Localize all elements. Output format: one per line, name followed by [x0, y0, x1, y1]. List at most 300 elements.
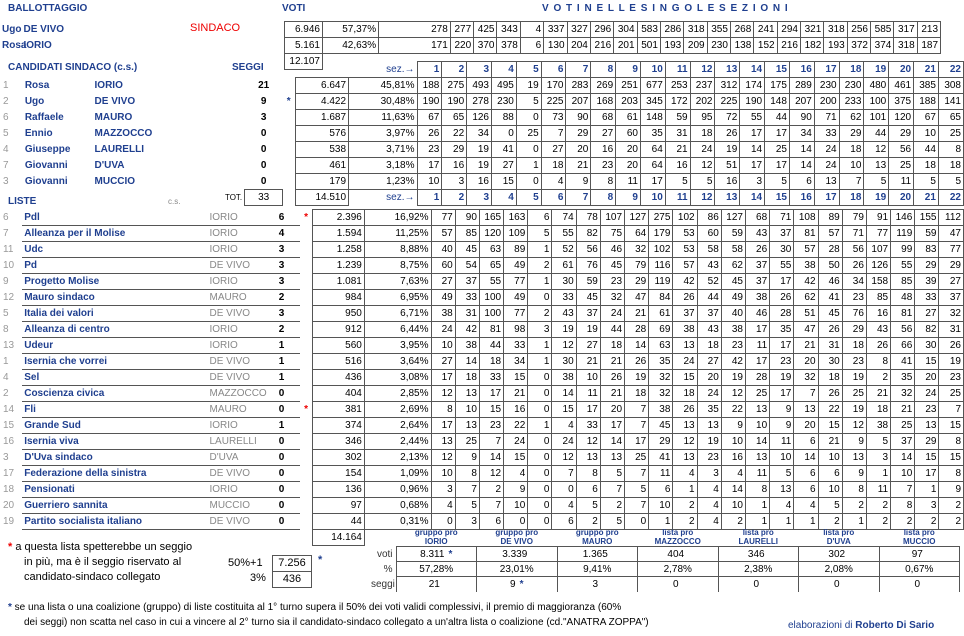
group-voti [799, 547, 880, 562]
section-votes: 15 [673, 370, 697, 386]
section-votes: 2 [866, 370, 890, 386]
section-votes: 33 [479, 370, 503, 386]
section-votes: 3 [915, 498, 939, 514]
section-votes: 112 [939, 210, 964, 226]
seat-star [283, 126, 296, 142]
coalition-candidate: DE VIVO [207, 466, 263, 482]
row-index: 7 [3, 228, 9, 239]
section-votes: 21 [600, 354, 624, 370]
section-votes: 2 [939, 514, 964, 530]
section-votes: 11 [866, 482, 890, 498]
section-votes: 7 [625, 418, 649, 434]
seat-star [300, 258, 312, 274]
percent: 1,23% [349, 174, 417, 190]
section-votes: 25 [516, 126, 541, 142]
section-votes: 12 [552, 450, 576, 466]
list-row [0, 242, 964, 258]
votes: 4.422 [295, 94, 348, 110]
section-votes: 3 [866, 450, 890, 466]
note-line2: in più, ma è il seggio riservato al [24, 556, 182, 568]
section-votes: 7 [839, 174, 864, 190]
section-votes: 38 [794, 258, 818, 274]
section-votes: 116 [649, 258, 673, 274]
section-votes: 24 [915, 386, 939, 402]
section-votes: 41 [649, 450, 673, 466]
section-votes: 10 [576, 370, 600, 386]
section-votes: 37 [891, 434, 915, 450]
section-votes: 7 [479, 498, 503, 514]
section-votes: 21 [818, 434, 842, 450]
section-votes: 17 [740, 158, 765, 174]
gruppi-seggi-row [368, 577, 960, 592]
section-votes: 55 [552, 226, 576, 242]
row-index: 1 [3, 356, 9, 367]
section-votes: 278 [379, 22, 451, 38]
section-votes: 1 [528, 338, 552, 354]
section-votes: 27 [492, 158, 517, 174]
section-votes: 14 [789, 142, 814, 158]
row-index: 11 [3, 244, 14, 255]
coalition-candidate: DE VIVO [207, 514, 263, 530]
percent: 3,97% [349, 126, 417, 142]
section-votes: 18 [866, 402, 890, 418]
section-votes: 318 [824, 22, 847, 38]
section-votes: 89 [504, 242, 528, 258]
section-votes: 2 [673, 498, 697, 514]
section-votes: 77 [504, 306, 528, 322]
section-votes: 23 [600, 274, 624, 290]
section-votes: 43 [697, 258, 721, 274]
votes: 1.081 [312, 274, 364, 290]
seats: 3 [260, 112, 267, 123]
group-pct-value: 0,67% [905, 563, 934, 575]
section-votes: 583 [637, 22, 660, 38]
section-votes: 25 [625, 450, 649, 466]
percent: 11,63% [349, 110, 417, 126]
percent: 6,44% [364, 322, 431, 338]
sez-header-row [0, 62, 964, 78]
section-votes: 77 [939, 242, 964, 258]
spacer [263, 530, 300, 546]
section-votes: 39 [915, 274, 939, 290]
section-number: 12 [690, 62, 715, 78]
list-row [0, 418, 964, 434]
section-votes: 13 [455, 386, 479, 402]
section-votes: 0 [528, 450, 552, 466]
section-votes: 130 [544, 38, 567, 54]
section-votes: 85 [866, 290, 890, 306]
section-votes: 385 [914, 78, 939, 94]
section-votes: 16 [665, 158, 690, 174]
section-votes: 14 [721, 482, 745, 498]
candidate-last-name: D'UVA [94, 160, 125, 171]
section-votes: 22 [442, 126, 467, 142]
section-votes: 13 [697, 418, 721, 434]
group-seggi [799, 577, 880, 592]
section-votes: 57 [673, 258, 697, 274]
percent: 11,25% [364, 226, 431, 242]
section-votes: 20 [616, 158, 641, 174]
section-votes: 79 [842, 210, 866, 226]
section-votes: 13 [842, 450, 866, 466]
section-votes: 31 [939, 322, 964, 338]
section-votes: 12 [673, 434, 697, 450]
list-name: Sel [22, 370, 207, 386]
group-header-line1: lista pro [742, 528, 774, 537]
group-pct-value: 9,41% [583, 563, 612, 575]
section-number: 8 [591, 190, 616, 206]
section-votes: 45 [818, 306, 842, 322]
section-votes: 19 [842, 402, 866, 418]
section-votes: 256 [847, 22, 870, 38]
row-index: 15 [3, 420, 15, 431]
section-votes: 230 [814, 78, 839, 94]
section-votes: 17 [770, 274, 794, 290]
quorum-50-label: 50%+1 [228, 557, 263, 569]
section-votes: 13 [600, 450, 624, 466]
section-number: 20 [889, 62, 914, 78]
section-number: 19 [864, 190, 889, 206]
spacer [283, 62, 296, 78]
section-votes: 2 [866, 514, 890, 530]
section-votes: 43 [552, 306, 576, 322]
section-votes: 4 [541, 174, 566, 190]
section-votes: 0 [528, 386, 552, 402]
section-votes: 155 [915, 210, 939, 226]
section-votes: 11 [616, 174, 641, 190]
section-votes: 23 [697, 450, 721, 466]
note-star1: * a questa lista spetterebbe un seggio [8, 541, 193, 553]
votes: 381 [312, 402, 364, 418]
section-number: 16 [789, 62, 814, 78]
row-label: % [383, 563, 393, 575]
section-votes: 60 [697, 226, 721, 242]
list-name: Isernia viva [22, 434, 207, 450]
group-seggi-value: 0 [753, 578, 760, 590]
section-number: 2 [442, 62, 467, 78]
section-votes: 2 [939, 498, 964, 514]
section-votes: 55 [770, 258, 794, 274]
section-votes: 0 [528, 466, 552, 482]
section-votes: 20 [616, 142, 641, 158]
section-votes: 2 [479, 482, 503, 498]
percent: 16,92% [364, 210, 431, 226]
section-votes: 220 [450, 38, 473, 54]
group-header-line2: MAURO [582, 537, 613, 546]
section-votes: 18 [673, 386, 697, 402]
group-pct-value: 2,78% [663, 563, 692, 575]
group-header-line2: IORIO [424, 537, 448, 546]
section-votes: 268 [730, 22, 753, 38]
section-votes: 677 [640, 78, 665, 94]
section-votes: 32 [794, 370, 818, 386]
votes: 404 [312, 386, 364, 402]
section-votes: 57 [431, 226, 455, 242]
section-votes: 16 [467, 174, 492, 190]
section-votes: 100 [864, 94, 889, 110]
section-votes: 107 [600, 210, 624, 226]
section-votes: 230 [839, 78, 864, 94]
list-name: D'Uva sindaco [22, 450, 207, 466]
percent: 3,18% [349, 158, 417, 174]
spacer [105, 22, 284, 38]
section-votes: 11 [649, 466, 673, 482]
section-votes: 10 [914, 126, 939, 142]
section-votes: 5 [600, 514, 624, 530]
section-votes: 52 [552, 242, 576, 258]
section-votes: 1 [745, 514, 769, 530]
section-votes: 182 [800, 38, 823, 54]
row-index: 2 [3, 96, 9, 107]
section-votes: 30 [818, 354, 842, 370]
section-votes: 193 [824, 38, 847, 54]
section-votes: 0 [528, 482, 552, 498]
section-votes: 90 [455, 210, 479, 226]
section-votes: 15 [939, 450, 964, 466]
section-votes: 33 [552, 290, 576, 306]
section-votes: 17 [431, 370, 455, 386]
section-votes: 61 [649, 306, 673, 322]
list-name: Udc [22, 242, 207, 258]
section-votes: 37 [745, 274, 769, 290]
section-number: 18 [839, 190, 864, 206]
section-votes: 19 [552, 322, 576, 338]
section-votes: 6 [520, 38, 543, 54]
list-row [0, 386, 964, 402]
section-votes: 10 [745, 418, 769, 434]
section-votes: 14 [745, 434, 769, 450]
list-row [0, 306, 964, 322]
section-votes: 8 [842, 482, 866, 498]
section-votes: 9 [455, 450, 479, 466]
section-votes: 120 [889, 110, 914, 126]
section-votes: 13 [745, 450, 769, 466]
section-votes: 25 [938, 126, 963, 142]
section-votes: 5 [528, 226, 552, 242]
gruppi-pct-row [368, 562, 960, 577]
section-votes: 15 [504, 370, 528, 386]
section-votes: 138 [730, 38, 753, 54]
section-votes: 170 [541, 78, 566, 94]
section-votes: 0 [504, 514, 528, 530]
section-votes: 61 [616, 110, 641, 126]
percent: 8,75% [364, 258, 431, 274]
coalition-candidate: IORIO [207, 338, 263, 354]
group-voti [879, 547, 960, 562]
group-pct-value: 23,01% [499, 563, 534, 575]
section-votes: 23 [939, 370, 964, 386]
section-votes: 15 [939, 418, 964, 434]
votes: 136 [312, 482, 364, 498]
section-number: 12 [690, 190, 715, 206]
section-votes: 38 [431, 306, 455, 322]
section-votes: 9 [842, 434, 866, 450]
section-number: 10 [640, 62, 665, 78]
section-votes: 3 [431, 482, 455, 498]
section-votes: 27 [541, 142, 566, 158]
seat-star [300, 226, 312, 242]
section-votes: 60 [431, 258, 455, 274]
section-votes: 83 [915, 242, 939, 258]
section-votes: 20 [915, 370, 939, 386]
section-votes: 64 [640, 142, 665, 158]
candidate-last-name: MUCCIO [94, 176, 136, 187]
section-votes: 53 [673, 226, 697, 242]
coalition-candidate: MAURO [207, 402, 263, 418]
seats: 1 [263, 418, 300, 434]
section-votes: 216 [590, 38, 613, 54]
section-votes: 7 [455, 482, 479, 498]
coalition-candidate: IORIO [207, 210, 263, 226]
section-votes: 49 [721, 290, 745, 306]
section-votes: 13 [576, 450, 600, 466]
section-votes: 98 [504, 322, 528, 338]
section-votes: 2 [673, 514, 697, 530]
section-votes: 370 [474, 38, 497, 54]
section-votes: 1 [745, 498, 769, 514]
section-votes: 38 [866, 418, 890, 434]
row-index: 16 [3, 436, 15, 447]
list-name: Alleanza per il Molise [22, 226, 207, 242]
section-votes: 26 [842, 258, 866, 274]
seat-star [300, 482, 312, 498]
section-votes: 345 [640, 94, 665, 110]
section-votes: 207 [789, 94, 814, 110]
section-number: 15 [765, 190, 790, 206]
section-votes: 18 [690, 126, 715, 142]
section-votes: 1 [842, 514, 866, 530]
section-votes: 58 [721, 242, 745, 258]
seats: 3 [263, 274, 300, 290]
section-votes: 9 [721, 418, 745, 434]
section-votes: 35 [649, 354, 673, 370]
section-votes: 74 [552, 210, 576, 226]
candidate-last-name: IORIO [94, 80, 123, 91]
ballottaggio-row [0, 38, 964, 54]
group-voti-value: 346 [747, 548, 765, 560]
section-votes: 5 [864, 174, 889, 190]
section-votes: 71 [770, 210, 794, 226]
section-votes: 23 [915, 402, 939, 418]
section-number: 22 [938, 62, 963, 78]
section-votes: 119 [891, 226, 915, 242]
section-votes: 1 [770, 514, 794, 530]
group-header-line2: MUCCIO [903, 537, 936, 546]
seat-star [300, 322, 312, 338]
percent: 0,96% [364, 482, 431, 498]
section-votes: 5 [690, 174, 715, 190]
section-votes: 64 [625, 226, 649, 242]
candidate-row [0, 94, 964, 110]
section-votes: 18 [600, 338, 624, 354]
row-index: 12 [3, 292, 15, 303]
section-votes: 1 [915, 482, 939, 498]
section-votes: 10 [504, 498, 528, 514]
section-votes: 30 [770, 242, 794, 258]
section-votes: 201 [614, 38, 637, 54]
seats: 1 [263, 370, 300, 386]
candidate-last-name: LAURELLI [94, 144, 144, 155]
list-name: Fli [22, 402, 207, 418]
section-votes: 9 [566, 174, 591, 190]
candidate-first-name: Ugo [24, 96, 45, 107]
section-votes: 62 [794, 290, 818, 306]
spacer [93, 62, 245, 78]
list-name: Alleanza di centro [22, 322, 207, 338]
section-votes: 13 [673, 450, 697, 466]
section-votes: 41 [492, 142, 517, 158]
list-row [0, 466, 964, 482]
section-votes: 8 [891, 498, 915, 514]
section-votes: 34 [789, 126, 814, 142]
section-votes: 19 [939, 354, 964, 370]
section-votes: 10 [818, 450, 842, 466]
section-votes: 21 [625, 306, 649, 322]
votes: 436 [312, 370, 364, 386]
section-votes: 3 [528, 322, 552, 338]
row-index: 5 [3, 128, 9, 139]
group-pct [879, 562, 960, 577]
section-number: 18 [839, 62, 864, 78]
section-votes: 11 [576, 386, 600, 402]
section-votes: 8 [576, 466, 600, 482]
seat-star [283, 158, 296, 174]
section-votes: 0 [528, 402, 552, 418]
section-votes: 17 [765, 126, 790, 142]
section-votes: 175 [765, 78, 790, 94]
section-votes: 296 [590, 22, 613, 38]
section-votes: 24 [697, 386, 721, 402]
group-header-line2: LAURELLI [738, 537, 779, 546]
section-votes: 2 [528, 306, 552, 322]
votes: 154 [312, 466, 364, 482]
section-votes: 47 [939, 226, 964, 242]
section-votes: 101 [864, 110, 889, 126]
section-votes: 8 [431, 402, 455, 418]
section-votes: 20 [794, 354, 818, 370]
credit: elaborazioni di Roberto Di Sario [788, 620, 935, 631]
section-votes: 7 [625, 466, 649, 482]
percent: 6,95% [364, 290, 431, 306]
section-votes: 44 [697, 290, 721, 306]
section-number: 2 [442, 190, 467, 206]
section-votes: 23 [842, 290, 866, 306]
votes: 1.687 [295, 110, 348, 126]
section-votes: 29 [842, 322, 866, 338]
section-votes: 25 [891, 418, 915, 434]
section-votes: 37 [770, 226, 794, 242]
votes: 461 [295, 158, 348, 174]
section-votes: 20 [600, 402, 624, 418]
section-votes: 81 [479, 322, 503, 338]
list-row [0, 450, 964, 466]
group-seggi-star: * [519, 578, 524, 590]
section-votes: 127 [625, 210, 649, 226]
section-votes: 1 [528, 418, 552, 434]
section-votes: 15 [492, 174, 517, 190]
section-votes: 76 [842, 306, 866, 322]
section-votes: 2 [866, 498, 890, 514]
tot-label: TOT. [224, 193, 243, 202]
section-votes: 23 [721, 338, 745, 354]
section-votes: 5 [770, 466, 794, 482]
section-votes: 33 [576, 418, 600, 434]
candidate-row [0, 174, 964, 190]
section-votes: 19 [625, 370, 649, 386]
section-votes: 65 [479, 258, 503, 274]
list-name: Pensionati [22, 482, 207, 498]
section-votes: 59 [665, 110, 690, 126]
